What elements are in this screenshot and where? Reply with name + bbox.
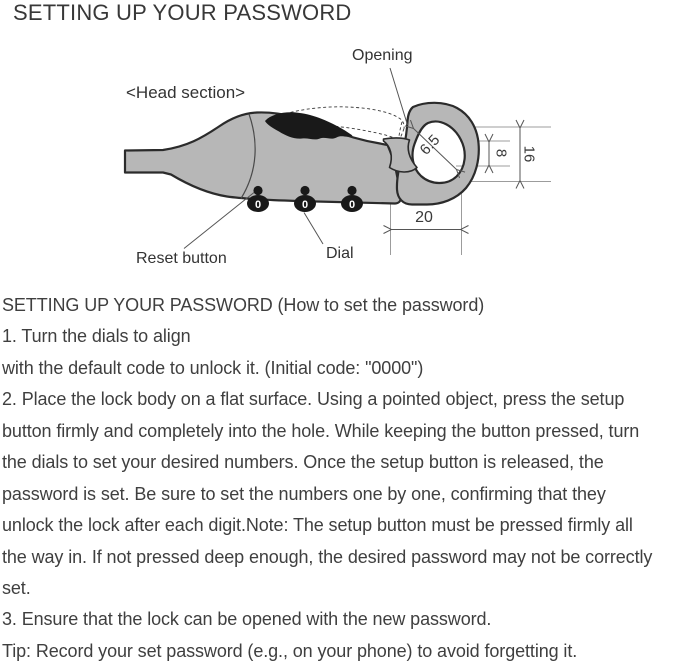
instruction-line: unlock the lock after each digit.Note: The setup button must be pressed firmly all <box>2 515 633 536</box>
instruction-line: 1. Turn the dials to align <box>2 326 191 347</box>
instruction-line: the way in. If not pressed deep enough, the desired password may not be correctly <box>2 546 653 567</box>
dimension-opening-width: 6.5 <box>416 131 444 159</box>
instruction-line: 3. Ensure that the lock can be opened with the new password. <box>2 609 492 630</box>
dimension-head-width: 20 <box>415 209 433 226</box>
dial-label: Dial <box>326 245 354 262</box>
lock-illustration <box>0 0 679 280</box>
instruction-line: the dials to set your desired numbers. Once the setup button is released, the <box>2 452 604 473</box>
reset-hole-dot <box>253 186 262 195</box>
reset-leader-line <box>184 193 254 249</box>
instructions-heading: SETTING UP YOUR PASSWORD (How to set the password) <box>2 295 485 315</box>
opening-label: Opening <box>352 47 413 64</box>
instruction-line: with the default code to unlock it. (Initial code: "0000") <box>2 357 424 378</box>
opening-leader-line <box>390 68 408 125</box>
instruction-line: 2. Place the lock body on a flat surface. Using a pointed object, press the setup <box>2 389 625 410</box>
dial-digit: 0 <box>348 199 356 211</box>
dimension-inner-height: 8 <box>492 148 510 158</box>
dial-digit: 0 <box>301 199 309 211</box>
dimension-outer-height: 16 <box>520 145 538 163</box>
lock-diagram <box>0 0 679 280</box>
instructions-section <box>2 290 678 667</box>
instruction-line: Tip: Record your set password (e.g., on your phone) to avoid forgetting it. <box>2 640 578 661</box>
dial-leader-line <box>304 213 323 245</box>
reset-button-label: Reset button <box>136 250 227 267</box>
instruction-line: set. <box>2 577 31 598</box>
dial-digit: 0 <box>254 199 262 211</box>
instruction-line: password is set. Be sure to set the numbers one by one, confirming that they <box>2 483 606 504</box>
reset-hole-dot <box>300 186 309 195</box>
instruction-line: button firmly and completely into the hole. While keeping the button pressed, turn <box>2 420 640 441</box>
dial-wheels <box>247 195 363 212</box>
reset-hole-dot <box>347 186 356 195</box>
head-section-label: <Head section> <box>126 83 246 102</box>
page-title: SETTING UP YOUR PASSWORD <box>13 0 352 25</box>
lock-body <box>125 112 401 203</box>
